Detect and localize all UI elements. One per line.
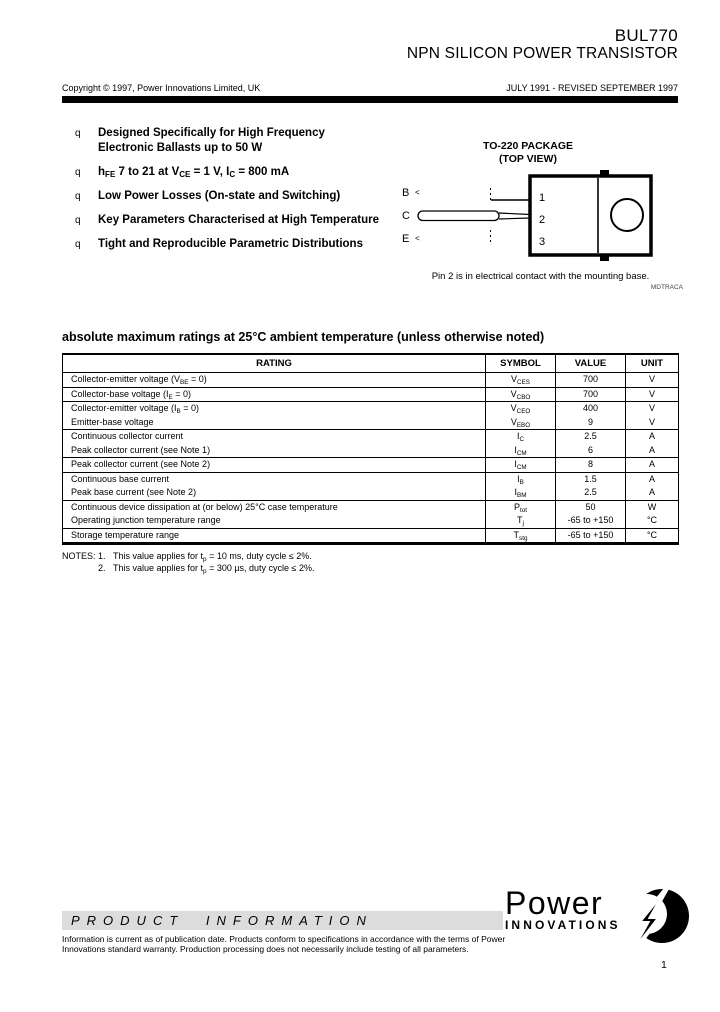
rating-cell: Peak collector current (see Note 1) — [63, 444, 486, 458]
bullet-marker: q — [75, 191, 81, 202]
symbol-cell: $I_{BM}$ — [486, 486, 556, 500]
pin-number-1: 1 — [539, 192, 546, 204]
ratings-row — [63, 416, 679, 430]
rating-cell: Continuous device dissipation at (or below) 25°C case temperature — [71, 501, 338, 512]
logo-wordmark: Power — [505, 885, 604, 921]
header-divider-bar — [62, 96, 678, 103]
value-cell: 2.5 — [556, 430, 626, 444]
symbol-cell: $P_{tot}$ — [486, 500, 556, 514]
pin-label-base: B — [402, 187, 410, 199]
revision-date: JULY 1991 - REVISED SEPTEMBER 1997 — [506, 83, 678, 93]
rating-cell: Continuous collector current — [71, 431, 184, 442]
rating-cell: Operating junction temperature range — [63, 514, 486, 528]
document-subtitle: NPN SILICON POWER TRANSISTOR — [406, 45, 678, 62]
column-header-symbol: SYMBOL — [486, 354, 556, 373]
package-title — [398, 140, 658, 165]
symbol-cell: $V_{EBO}$ — [486, 416, 556, 430]
lead-break-arrow-base: < — [415, 188, 420, 197]
feature-text: Tight and Reproducible Parametric Distributions — [98, 238, 363, 250]
feature-list — [62, 126, 392, 261]
ratings-row — [63, 458, 679, 473]
logo-subwordmark: INNOVATIONS — [505, 918, 621, 932]
ratings-row — [63, 373, 679, 388]
unit-cell: V — [626, 373, 679, 388]
symbol-cell: $I_{CM}$ — [486, 444, 556, 458]
to220-outline-drawing — [398, 168, 688, 265]
pin-label-emitter: E — [402, 233, 410, 245]
package-title-line2: (TOP VIEW) — [499, 152, 557, 165]
bullet-marker: q — [75, 215, 81, 226]
ratings-row — [63, 387, 679, 402]
notes-items — [98, 550, 315, 574]
value-cell: 700 — [556, 373, 626, 388]
rating-cell: Collector-base voltage $(I_E = 0)$ — [63, 387, 486, 402]
bullet-marker: q — [75, 167, 81, 178]
value-cell: 1.5 — [556, 472, 626, 486]
rating-cell: Continuous base current — [71, 473, 170, 484]
page-number: 1 — [661, 959, 667, 971]
collector-lead-taper-bottom — [499, 218, 530, 219]
symbol-cell: $T_{stg}$ — [486, 528, 556, 544]
column-header-value: VALUE — [556, 354, 626, 373]
drawing-code: MDTRACA — [650, 284, 683, 291]
feature-text: Low Power Losses (On-state and Switching) — [98, 190, 341, 202]
unit-cell: A — [626, 458, 679, 473]
value-cell: 2.5 — [556, 486, 626, 500]
symbol-cell: $T_j$ — [486, 514, 556, 528]
rating-cell: Peak base current (see Note 2) — [63, 486, 486, 500]
value-cell: 8 — [556, 458, 626, 473]
pin-number-2: 2 — [539, 214, 546, 226]
bullet-marker: q — [75, 239, 81, 250]
ratings-row — [63, 402, 679, 416]
pin-label-collector: C — [402, 210, 410, 222]
ratings-header-row — [63, 354, 679, 373]
unit-cell: V — [626, 402, 679, 416]
column-header-rating: RATING — [63, 354, 486, 373]
collector-lead — [418, 211, 499, 221]
ratings-row — [63, 514, 679, 528]
rating-cell: Emitter-base voltage — [63, 416, 486, 430]
notes-block — [62, 550, 315, 574]
part-number: BUL770 — [614, 26, 678, 45]
value-cell: 700 — [556, 387, 626, 402]
product-information-banner: PRODUCT INFORMATION — [62, 911, 503, 930]
collector-lead-taper-top — [499, 213, 530, 215]
unit-cell: A — [626, 430, 679, 444]
tab-notch-top — [600, 170, 609, 175]
feature-item — [62, 126, 392, 156]
symbol-cell: $I_{CM}$ — [486, 458, 556, 473]
feature-item — [62, 189, 392, 204]
package-caption: Pin 2 is in electrical contact with the mounting base. — [431, 271, 650, 282]
value-cell: 400 — [556, 402, 626, 416]
note-text: This value applies for $t_p = 10$ ms, duty cycle ≤ 2%. — [113, 551, 312, 563]
ratings-row — [63, 430, 679, 444]
bullet-marker: q — [75, 128, 81, 139]
symbol-cell: $V_{CEO}$ — [486, 402, 556, 416]
rating-cell: Peak collector current (see Note 2) — [63, 458, 486, 473]
ratings-row — [63, 528, 679, 544]
rating-cell: Storage temperature range — [63, 528, 486, 544]
unit-cell: A — [626, 486, 679, 500]
copyright-line: Copyright © 1997, Power Innovations Limited, UK — [62, 83, 261, 93]
feature-item — [62, 165, 392, 180]
symbol-cell: $V_{CES}$ — [486, 373, 556, 388]
unit-cell: V — [626, 387, 679, 402]
ratings-section-title: absolute maximum ratings at 25°C ambient temperature (unless otherwise noted) — [62, 330, 545, 344]
unit-cell: A — [626, 444, 679, 458]
mounting-hole — [611, 199, 643, 231]
feature-text: Key Parameters Characterised at High Temperature — [98, 214, 380, 226]
ratings-table — [62, 353, 679, 545]
package-diagram — [398, 140, 688, 291]
unit-cell: °C — [626, 514, 679, 528]
ratings-row — [63, 472, 679, 486]
ratings-row — [63, 444, 679, 458]
lead-break-arrow-emitter: < — [415, 234, 420, 243]
power-innovations-logo — [505, 885, 695, 932]
symbol-cell: $I_C$ — [486, 430, 556, 444]
unit-cell: °C — [626, 528, 679, 544]
rating-cell: Collector-emitter voltage $(I_B = 0)$ — [71, 403, 200, 416]
unit-cell: A — [626, 472, 679, 486]
ratings-row — [63, 500, 679, 514]
note-number: 2. — [98, 563, 106, 573]
rating-cell: Collector-emitter voltage $(V_{BE} = 0)$ — [63, 373, 486, 388]
tab-notch-bottom — [600, 256, 609, 261]
note-row — [98, 550, 315, 562]
notes-label: NOTES: — [62, 551, 96, 561]
lightning-bolt-icon — [612, 885, 692, 961]
value-cell: 6 — [556, 444, 626, 458]
value-cell: 50 — [556, 500, 626, 514]
feature-text: $h_{FE}$ 7 to 21 at $V_{CE} = 1$ V, $I_C = 800$ mA — [98, 166, 290, 179]
disclaimer-text: Information is current as of publication date. Products conform to specifications in accordance with the terms of Power Innovations standard warranty. Production processing does not necessarily include testing of all parameters. — [62, 934, 506, 954]
symbol-cell: $V_{CBO}$ — [486, 387, 556, 402]
unit-cell: W — [626, 500, 679, 514]
pin-number-3: 3 — [539, 236, 546, 248]
ratings-row — [63, 486, 679, 500]
note-text: This value applies for $t_p = 300$ µs, duty cycle ≤ 2%. — [113, 563, 315, 575]
unit-cell: V — [626, 416, 679, 430]
note-number: 1. — [98, 551, 106, 561]
feature-item — [62, 213, 392, 228]
symbol-cell: $I_B$ — [486, 472, 556, 486]
value-cell: -65 to +150 — [556, 528, 626, 544]
package-title-line1: TO-220 PACKAGE — [482, 140, 574, 152]
column-header-unit: UNIT — [626, 354, 679, 373]
value-cell: 9 — [556, 416, 626, 430]
value-cell: -65 to +150 — [556, 514, 626, 528]
note-row — [98, 562, 315, 574]
feature-item — [62, 237, 392, 252]
feature-text: Designed Specifically for High Frequency Electronic Ballasts up to 50 W — [98, 127, 325, 154]
